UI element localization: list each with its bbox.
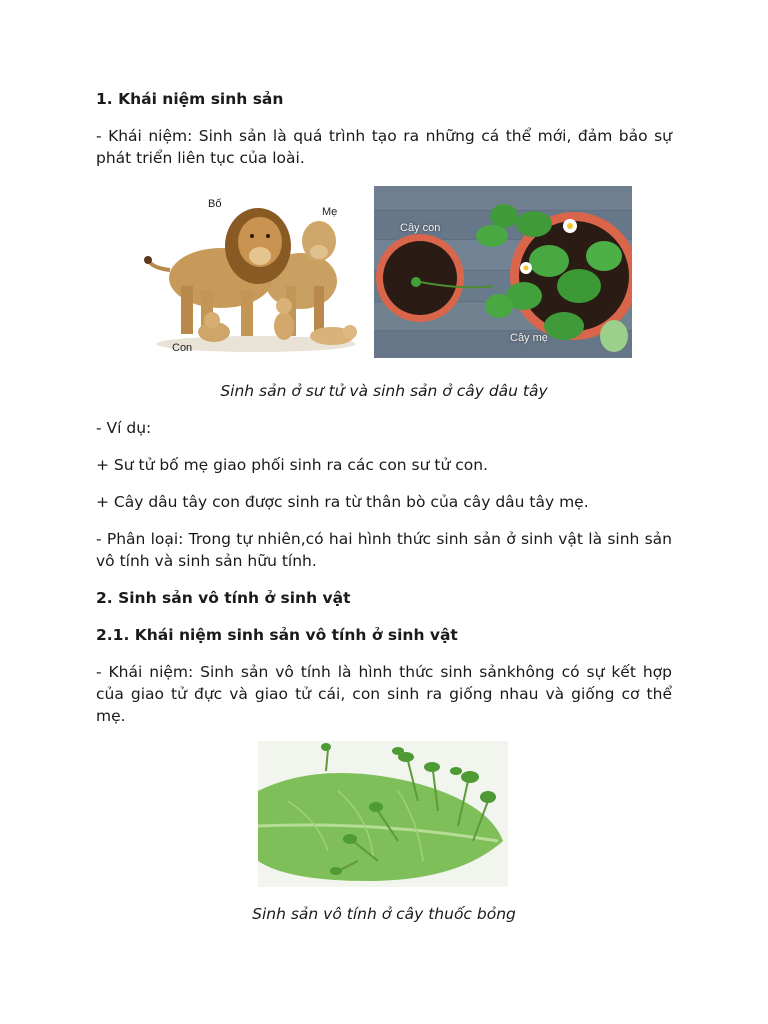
strawberry-plant-image [374,186,632,358]
kalanchoe-leaf-image [258,741,508,887]
example-item-1: + Sư tử bố mẹ giao phối sinh ra các con sư tử con. [96,456,488,474]
kalanchoe-illustration [258,741,508,887]
section-2-definition: - Khái niệm: Sinh sản vô tính là hình thức sinh sảnkhông có sự kết hợp của giao tử đực và giao tử cái, con sinh ra giống nhau và giống cơ thể mẹ. [96,663,672,725]
examples-title: - Ví dụ: [96,419,152,437]
label-mother: Mẹ [322,206,338,218]
section-2-heading: 2. Sinh sản vô tính ở sinh vật [96,589,351,607]
example-item-2: + Cây dâu tây con được sinh ra từ thân bò của cây dâu tây mẹ. [96,493,589,511]
label-child: Con [172,342,193,354]
section-1-definition: - Khái niệm: Sinh sản là quá trình tạo ra những cá thể mới, đảm bảo sự phát triển liên tục của loài. [96,127,672,167]
classification-paragraph: - Phân loại: Trong tự nhiên,có hai hình thức sinh sản ở sinh vật là sinh sản vô tính và sinh sản hữu tính. [96,530,672,570]
label-child-plant: Cây con [400,222,441,234]
section-2-1-heading: 2.1. Khái niệm sinh sản vô tính ở sinh vật [96,626,458,644]
section-1-heading: 1. Khái niệm sinh sản [96,90,284,108]
lion-family-image [136,186,368,358]
figure-2-caption: Sinh sản vô tính ở cây thuốc bỏng [252,905,516,923]
label-father: Bố [208,198,222,210]
figure-1-caption: Sinh sản ở sư tử và sinh sản ở cây dâu tây [220,382,548,400]
label-mother-plant: Cây mẹ [510,332,548,344]
strawberry-illustration [374,186,632,358]
